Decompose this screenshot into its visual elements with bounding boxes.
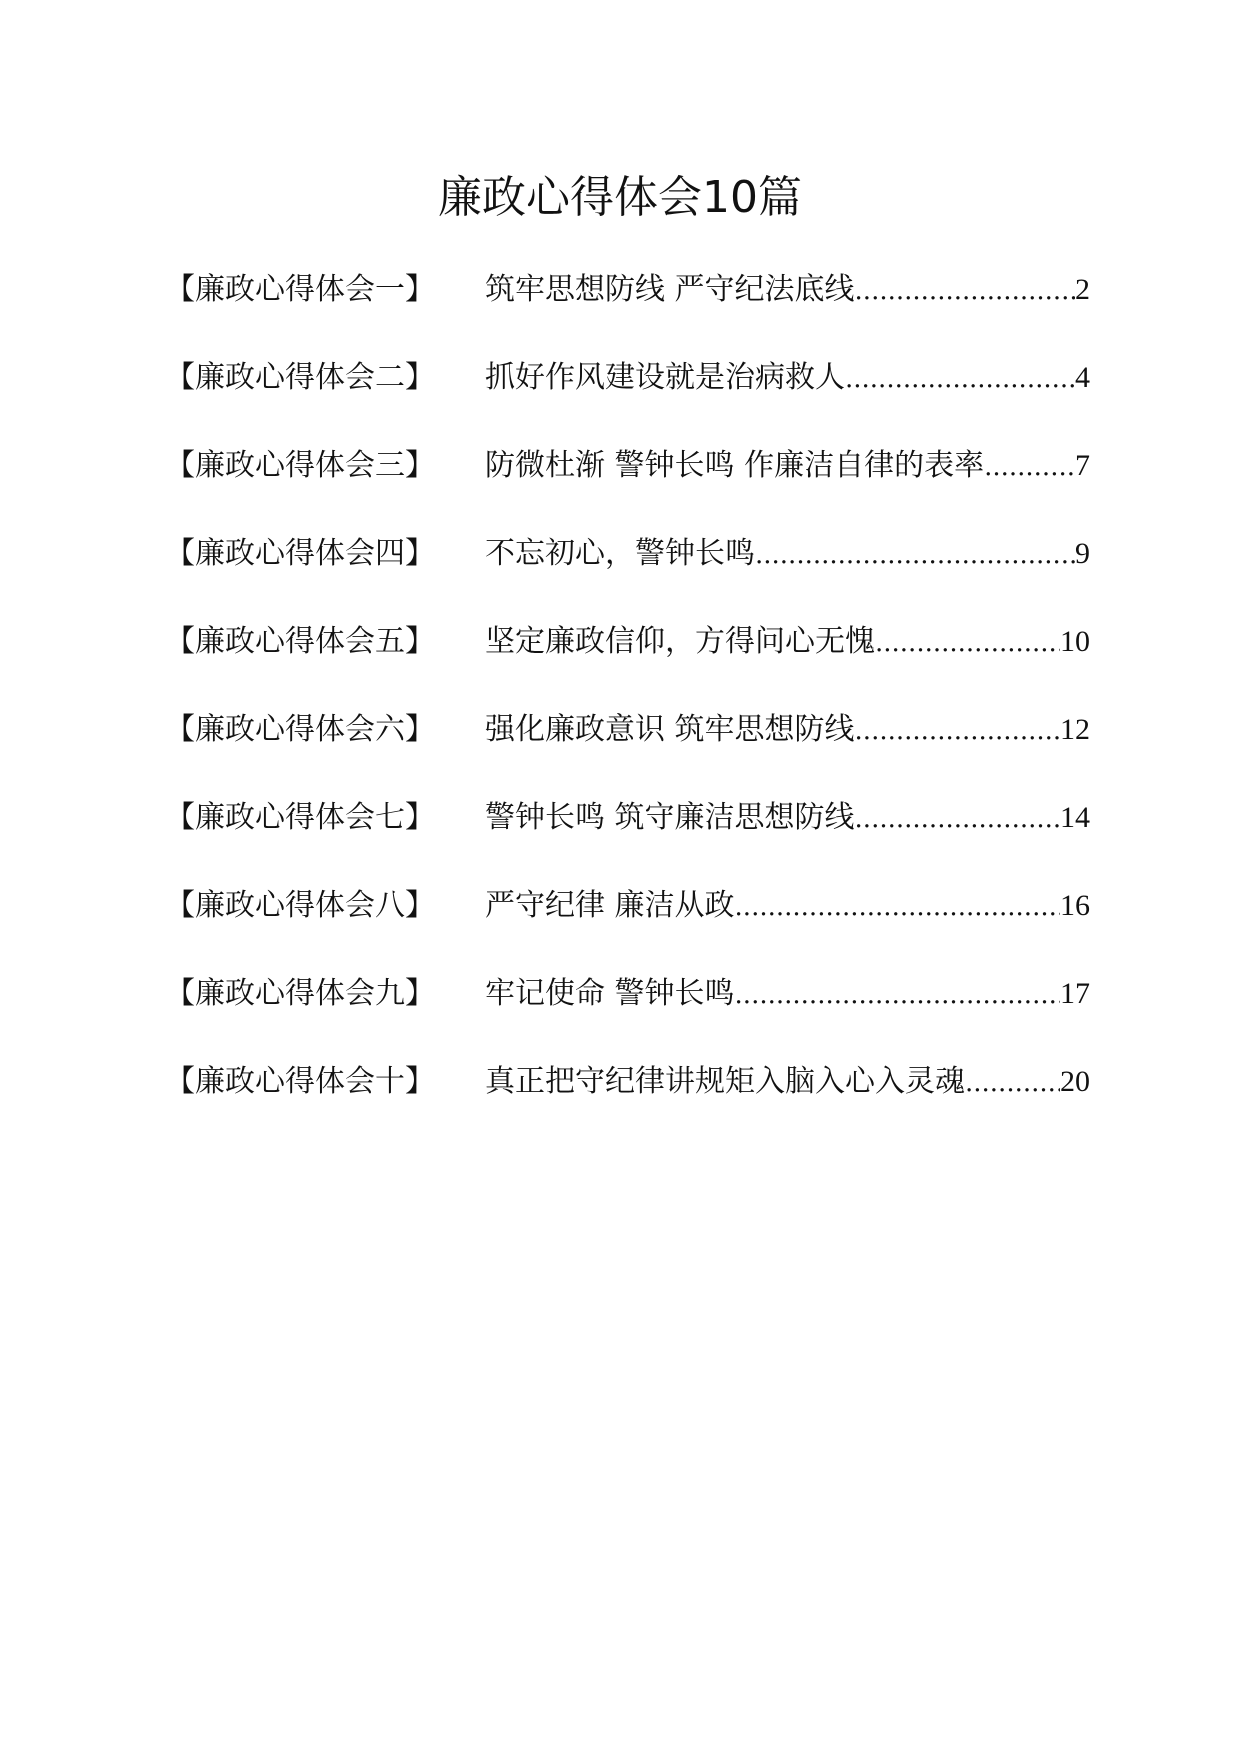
toc-entry-label: 【廉政心得体会一】 [165, 272, 435, 307]
toc-entry-heading: 抓好作风建设就是治病救人 [485, 360, 845, 395]
toc-entry-4[interactable] [165, 534, 1090, 622]
toc-entry-label: 【廉政心得体会七】 [165, 800, 435, 835]
toc-entry-heading: 强化廉政意识 筑牢思想防线 [485, 712, 855, 747]
toc-entry-label: 【廉政心得体会三】 [165, 448, 435, 483]
toc-dot-leader [855, 799, 1060, 839]
toc-entry-heading: 警钟长鸣 筑守廉洁思想防线 [485, 800, 855, 835]
toc-entry-heading: 坚定廉政信仰，方得问心无愧 [485, 624, 875, 659]
toc-dot-leader [735, 975, 1060, 1015]
toc-entry-heading: 筑牢思想防线 严守纪法底线 [485, 272, 855, 307]
toc-entry-label: 【廉政心得体会八】 [165, 888, 435, 923]
toc-entry-2[interactable] [165, 358, 1090, 446]
toc-entry-page-number: 20 [1060, 1065, 1090, 1098]
toc-dot-leader [845, 359, 1075, 399]
toc-entry-page-number: 2 [1075, 273, 1090, 306]
toc-entry-heading: 真正把守纪律讲规矩入脑入心入灵魂 [485, 1064, 965, 1099]
toc-entry-heading: 不忘初心，警钟长鸣 [485, 536, 755, 571]
toc-entry-10[interactable] [165, 1062, 1090, 1150]
toc-entry-page-number: 12 [1060, 713, 1090, 746]
toc-entry-8[interactable] [165, 886, 1090, 974]
toc-dot-leader [855, 271, 1075, 311]
toc-entry-6[interactable] [165, 710, 1090, 798]
toc-entry-page-number: 10 [1060, 625, 1090, 658]
toc-entry-heading: 严守纪律 廉洁从政 [485, 888, 735, 923]
toc-entry-label: 【廉政心得体会四】 [165, 536, 435, 571]
toc-entry-heading: 防微杜渐 警钟长鸣 作廉洁自律的表率 [485, 448, 985, 483]
toc-entry-page-number: 7 [1075, 449, 1090, 482]
toc-entry-page-number: 16 [1060, 889, 1090, 922]
toc-dot-leader [965, 1063, 1060, 1103]
toc-entry-label: 【廉政心得体会十】 [165, 1064, 435, 1099]
toc-entry-page-number: 14 [1060, 801, 1090, 834]
toc-entry-5[interactable] [165, 622, 1090, 710]
table-of-contents [165, 270, 1090, 1150]
toc-entry-heading: 牢记使命 警钟长鸣 [485, 976, 735, 1011]
toc-entry-label: 【廉政心得体会六】 [165, 712, 435, 747]
toc-entry-label: 【廉政心得体会五】 [165, 624, 435, 659]
toc-dot-leader [855, 711, 1060, 751]
toc-dot-leader [984, 447, 1075, 487]
toc-dot-leader [875, 623, 1060, 663]
toc-dot-leader [735, 887, 1060, 927]
toc-entry-9[interactable] [165, 974, 1090, 1062]
document-title: 廉政心得体会10篇 [438, 172, 802, 223]
toc-dot-leader [755, 535, 1075, 575]
toc-entry-7[interactable] [165, 798, 1090, 886]
toc-entry-1[interactable] [165, 270, 1090, 358]
toc-entry-page-number: 17 [1060, 977, 1090, 1010]
toc-entry-label: 【廉政心得体会二】 [165, 360, 435, 395]
toc-entry-page-number: 4 [1075, 361, 1090, 394]
toc-entry-page-number: 9 [1075, 537, 1090, 570]
toc-entry-3[interactable] [165, 446, 1090, 534]
toc-entry-label: 【廉政心得体会九】 [165, 976, 435, 1011]
